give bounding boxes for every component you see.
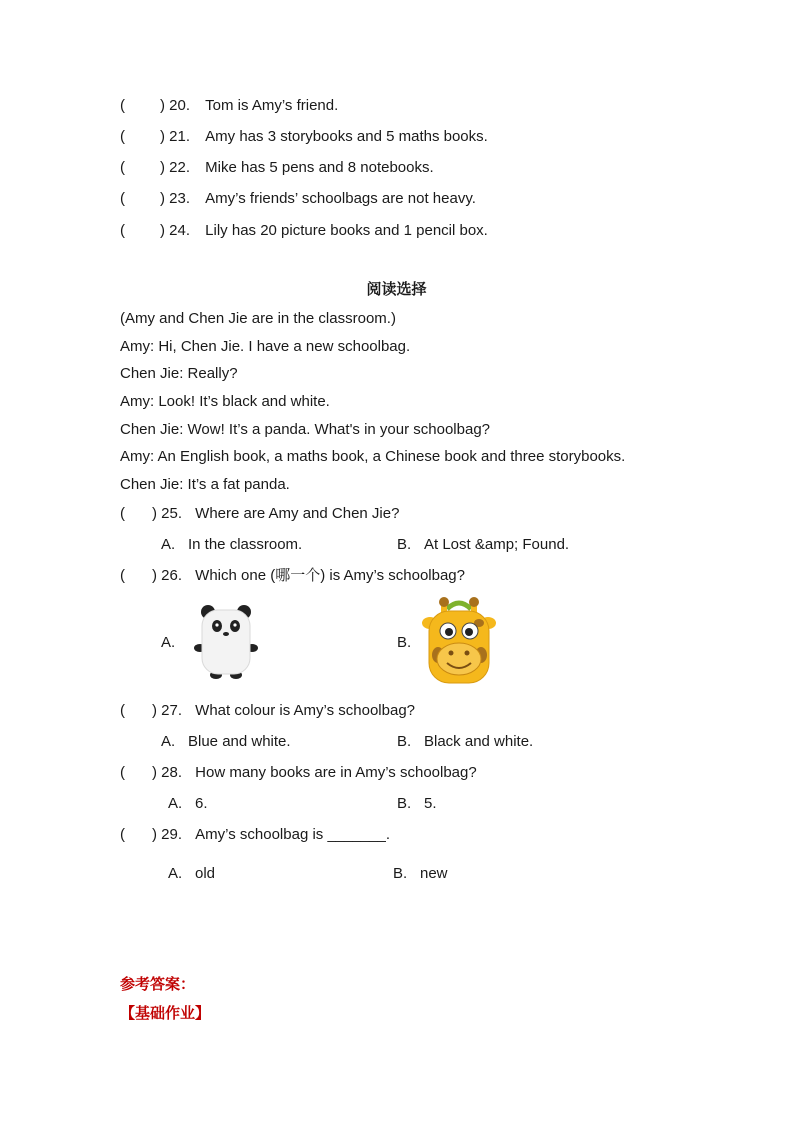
option-a[interactable] xyxy=(161,732,291,752)
question-number: 21. xyxy=(169,128,191,145)
option-text: At Lost &amp; Found. xyxy=(424,536,570,553)
question-number: 23. xyxy=(169,190,191,207)
question-number: 29. xyxy=(161,826,183,843)
answer-paren-close: ) xyxy=(160,128,165,145)
answer-paren-close: ) xyxy=(160,222,165,239)
question-text: Amy’s schoolbag is _______. xyxy=(195,826,391,843)
question-21 xyxy=(120,127,488,147)
option-b[interactable] xyxy=(393,864,448,884)
question-text: Tom is Amy’s friend. xyxy=(205,97,339,114)
answer-paren-close: ) xyxy=(152,702,157,719)
answer-paren-close: ) xyxy=(152,826,157,843)
option-label: A. xyxy=(161,733,176,750)
question-text: Lily has 20 picture books and 1 pencil box. xyxy=(205,222,488,239)
option-a[interactable] xyxy=(168,794,208,814)
passage-line: Chen Jie: It’s a fat panda. xyxy=(120,476,290,493)
panda-schoolbag-image[interactable] xyxy=(190,602,262,684)
panda-schoolbag-icon xyxy=(190,602,262,684)
answer-paren-open[interactable]: ( xyxy=(120,128,125,145)
answer-paren-open[interactable]: ( xyxy=(120,567,125,584)
giraffe-schoolbag-image[interactable] xyxy=(421,597,497,687)
passage-line: Chen Jie: Wow! It’s a panda. What's in your schoolbag? xyxy=(120,421,491,438)
passage-line: Amy: An English book, a maths book, a Chinese book and three storybooks. xyxy=(120,448,626,465)
question-text: Mike has 5 pens and 8 notebooks. xyxy=(205,159,434,176)
question-text: Amy has 3 storybooks and 5 maths books. xyxy=(205,128,488,145)
passage-line: Amy: Hi, Chen Jie. I have a new schoolbag. xyxy=(120,338,411,355)
option-label: A. xyxy=(168,795,183,812)
option-label: B. xyxy=(397,536,412,553)
question-number: 26. xyxy=(161,567,183,584)
option-text: 5. xyxy=(424,795,437,812)
option-text: new xyxy=(420,865,448,882)
question-number: 24. xyxy=(169,222,191,239)
answer-paren-close: ) xyxy=(152,567,157,584)
question-number: 22. xyxy=(169,159,191,176)
answer-paren-close: ) xyxy=(160,159,165,176)
question-20 xyxy=(120,96,338,116)
answer-paren-open[interactable]: ( xyxy=(120,764,125,781)
question-26 xyxy=(120,566,465,586)
question-22 xyxy=(120,158,434,178)
option-text: Blue and white. xyxy=(188,733,291,750)
section-title: 阅读选择 xyxy=(366,281,427,298)
answer-paren-open[interactable]: ( xyxy=(120,159,125,176)
answer-heading: 参考答案： xyxy=(120,975,196,993)
question-28 xyxy=(120,763,477,783)
option-b[interactable] xyxy=(397,732,533,752)
answer-paren-open[interactable]: ( xyxy=(120,222,125,239)
passage-line: (Amy and Chen Jie are in the classroom.) xyxy=(120,310,396,327)
passage-line: Amy: Look! It’s black and white. xyxy=(120,393,330,410)
question-25 xyxy=(120,504,399,524)
answer-paren-open[interactable]: ( xyxy=(120,505,125,522)
answer-paren-close: ) xyxy=(160,97,165,114)
question-23 xyxy=(120,189,476,209)
option-label: B. xyxy=(393,865,408,882)
question-text: What colour is Amy’s schoolbag? xyxy=(195,702,416,719)
option-b[interactable] xyxy=(397,794,437,814)
question-24 xyxy=(120,221,488,241)
option-a[interactable] xyxy=(161,633,188,653)
question-text: Where are Amy and Chen Jie? xyxy=(195,505,400,522)
option-label: B. xyxy=(397,634,412,651)
question-29 xyxy=(120,825,390,845)
question-27 xyxy=(120,701,415,721)
giraffe-schoolbag-icon xyxy=(421,597,497,687)
option-label: B. xyxy=(397,795,412,812)
answer-paren-open[interactable]: ( xyxy=(120,826,125,843)
option-text: Black and white. xyxy=(424,733,534,750)
option-a[interactable] xyxy=(161,535,302,555)
option-text: In the classroom. xyxy=(188,536,303,553)
question-number: 20. xyxy=(169,97,191,114)
option-label: B. xyxy=(397,733,412,750)
answer-paren-close: ) xyxy=(152,505,157,522)
option-a[interactable] xyxy=(168,864,215,884)
option-label: A. xyxy=(168,865,183,882)
answer-paren-close: ) xyxy=(152,764,157,781)
passage-line: Chen Jie: Really? xyxy=(120,365,238,382)
answer-paren-open[interactable]: ( xyxy=(120,702,125,719)
question-text: Amy’s friends’ schoolbags are not heavy. xyxy=(205,190,476,207)
question-number: 28. xyxy=(161,764,183,781)
answer-paren-open[interactable]: ( xyxy=(120,190,125,207)
question-number: 27. xyxy=(161,702,183,719)
option-text: 6. xyxy=(195,795,208,812)
answer-paren-open[interactable]: ( xyxy=(120,97,125,114)
answer-subheading: 【基础作业】 xyxy=(120,1004,211,1022)
option-b[interactable] xyxy=(397,535,569,555)
question-text: Which one (哪一个) is Amy’s schoolbag? xyxy=(195,567,465,584)
question-text: How many books are in Amy’s schoolbag? xyxy=(195,764,477,781)
question-number: 25. xyxy=(161,505,183,522)
option-label: A. xyxy=(161,536,176,553)
option-b[interactable] xyxy=(397,633,424,653)
option-text: old xyxy=(195,865,216,882)
answer-paren-close: ) xyxy=(160,190,165,207)
option-label: A. xyxy=(161,634,176,651)
